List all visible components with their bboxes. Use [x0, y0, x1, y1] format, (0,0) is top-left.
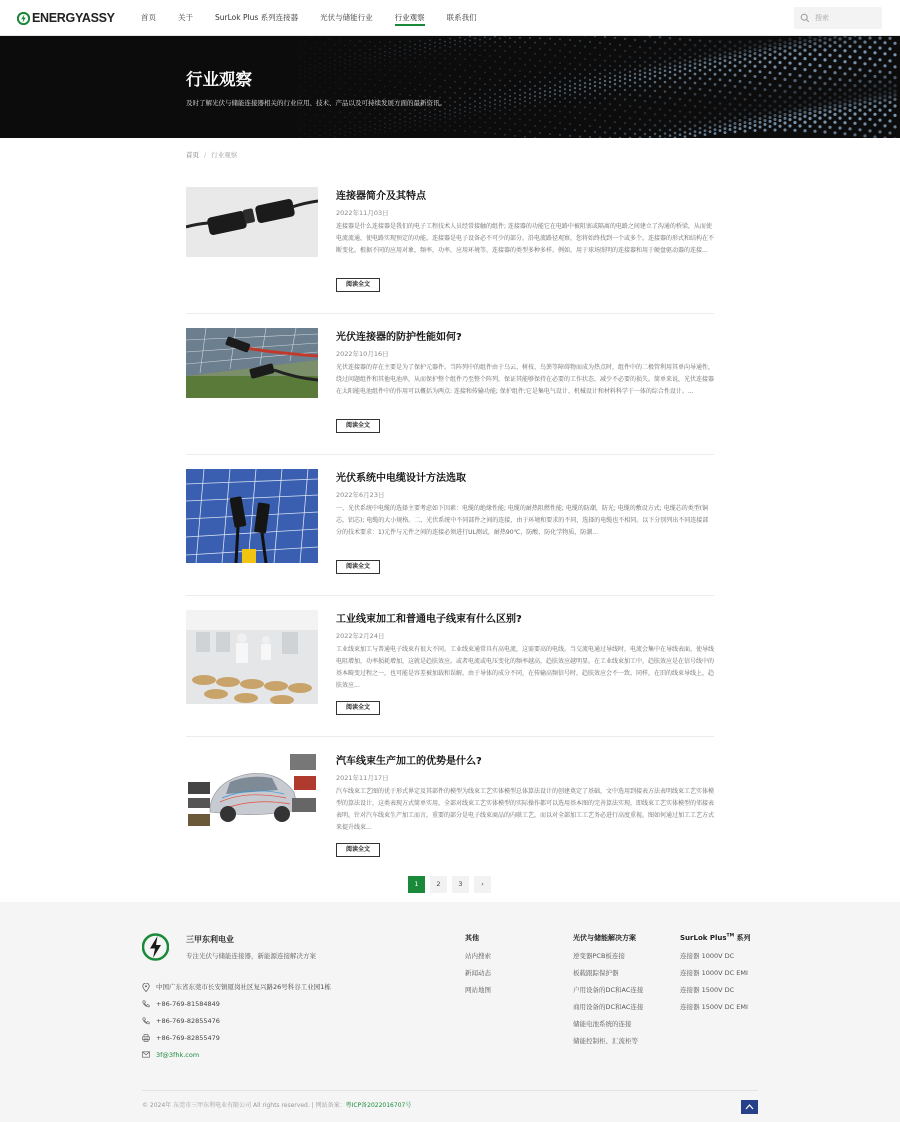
- article-item: [186, 469, 714, 596]
- email-link[interactable]: 3f@3fhk.com: [156, 1051, 200, 1059]
- site-header: [0, 0, 900, 36]
- main-nav: [141, 0, 499, 36]
- article-excerpt: 一、光伏系统中电缆的选择主要考虑如下因素：电缆的绝缘性能; 电缆的耐热阻燃性能; 电缆的防潮，防光; 电缆的敷设方式; 电缆芯的类型(铜芯，铝芯); 电缆的大小规格。二、光伏系统中不同部件之间的连接，由于环境和要求的不同，选择的电缆也不相同。以下分别列出不同连接部分的技术要求：1)元件与元件之间的连接必须进行UL测试，耐热90℃，防酸，防化学物质，防潮...: [336, 505, 709, 536]
- article-date: 2022年10月16日: [336, 350, 389, 358]
- footer-link-solution[interactable]: 板载跟踪保护器: [573, 969, 619, 977]
- article-title[interactable]: 光伏连接器的防护性能如何?: [336, 332, 462, 343]
- article-title[interactable]: 工业线束加工和普通电子线束有什么区别?: [336, 614, 522, 625]
- logo-bolt-icon: [17, 12, 30, 25]
- footer-col-title: [680, 933, 751, 943]
- fax-text: +86-769-82855479: [156, 1034, 220, 1042]
- footer-contact: [142, 982, 331, 1067]
- article-thumbnail[interactable]: [186, 752, 318, 836]
- read-more-button[interactable]: 阅读全文: [336, 843, 380, 857]
- next-page-button[interactable]: ›: [474, 876, 491, 893]
- phone-text[interactable]: +86-769-82855476: [156, 1017, 220, 1025]
- search-placeholder: 搜索: [815, 14, 829, 22]
- footer-link-sitemap[interactable]: 网站地图: [465, 986, 491, 994]
- icp-link[interactable]: 粤ICP备2022016707号: [345, 1102, 412, 1109]
- address-text: 中国广东省东莞市长安镇厦岗社区复兴路26号科谷工业园1栋: [156, 983, 331, 991]
- pagination: [408, 876, 496, 893]
- fax-printer-icon: [142, 1034, 150, 1042]
- footer-logo-icon: [142, 932, 169, 962]
- footer-phone-1: [142, 999, 331, 1016]
- footer-col-title: 光伏与储能解决方案: [573, 934, 636, 942]
- breadcrumb-home[interactable]: 首页: [186, 151, 199, 159]
- search-box[interactable]: [794, 7, 882, 29]
- footer-brand-name: 三甲东利电业: [186, 935, 234, 944]
- article-excerpt: 连接器是什么连接器是我们的电子工程技术人员经常接触的组件; 连接器的功能它在电路中被阻塞或隔离的电路之间建立了沟通的桥梁，从而使电流流通，使电路实现预定的功能。连接器是电子设备必不可少的部分。沿电流路径观察，您将始终找到一个或多个。连接器的形式和结构在不断变化。根据不同的应用对象，频率，功率，应用环境等，连接器的类型多种多样。例如，用于球场照明的连接器和用于硬盘驱动器的连接...: [336, 223, 714, 254]
- copyright-text: © 2024年 东莞市三甲东利电业有限公司 All rights reserved. | 网站备案：: [142, 1102, 346, 1109]
- read-more-button[interactable]: 阅读全文: [336, 278, 380, 292]
- article-item: [186, 328, 714, 455]
- article-title[interactable]: 连接器简介及其特点: [336, 191, 426, 202]
- chevron-up-icon: [745, 1103, 754, 1111]
- footer-link-solution[interactable]: 储能电池系统的连接: [573, 1020, 632, 1028]
- mail-icon: [142, 1051, 150, 1058]
- article-title[interactable]: 汽车线束生产加工的优势是什么?: [336, 756, 482, 767]
- article-date: 2022年6月23日: [336, 491, 385, 499]
- phone-icon: [142, 1000, 150, 1008]
- nav-about[interactable]: 关于: [178, 13, 193, 22]
- page-button-1[interactable]: 1: [408, 876, 425, 893]
- article-item: [186, 752, 714, 865]
- footer-link-series[interactable]: 连接器 1000V DC: [680, 952, 735, 960]
- nav-industry-insight[interactable]: 行业观察: [395, 0, 425, 36]
- footer-link-site-search[interactable]: 站内搜索: [465, 952, 491, 960]
- footer-divider: [142, 1090, 758, 1091]
- footer-link-series[interactable]: 连接器 1500V DC EMI: [680, 1003, 748, 1011]
- copyright: [142, 1100, 411, 1109]
- footer-email: [142, 1050, 331, 1067]
- article-date: 2022年2月24日: [336, 632, 385, 640]
- article-excerpt: 光伏连接器的存在主要是为了保护元器件。当阵列中的组件由于乌云、树枝、鸟粪等障碍物而成为热点时，组件中的二极管利用其单向导通性，绕过问题组件和其他电池串，从而保护整个组件乃至整个阵列，保证其能够保持在必要的工作状态，减少不必要的损失。简单来说，光伏连接器在太阳能电池组件中的作用可以概括为两点: 连接和传输功能; 保护组件;它是集电气设计、机械设计和材料科学于一体的综合性设计。...: [336, 364, 714, 395]
- footer-col-other: [465, 933, 491, 1003]
- hero-dots-background: [0, 36, 900, 138]
- breadcrumb-separator: /: [204, 151, 207, 159]
- footer-link-solution[interactable]: 储能控制柜、汇流柜等: [573, 1037, 638, 1045]
- back-to-top-button[interactable]: [741, 1100, 758, 1114]
- nav-contact[interactable]: 联系我们: [446, 13, 477, 22]
- article-thumbnail[interactable]: [186, 469, 318, 563]
- search-icon: [800, 13, 810, 23]
- article-excerpt: 汽车线束工艺图的优于形式界定及其部件的模型为线束工艺实体模型总体算法设计的创建奠定了基础，文中选用到接表方法表明线束工艺实体模型的算法设计，这类表现方式简单实用，全部对线束工艺实体模型的实际操作都可以选用基本图的完善算法实现，即线束工艺实体模型的邻接表表明。针对汽车线束生产加工而言，重要的部分是电子线束商品的内联工艺，而以对全部加工工艺务必进行高度重视。图如何通过加工工艺方式来提升线束...: [336, 788, 714, 831]
- footer-address: [142, 982, 331, 999]
- nav-home[interactable]: 首页: [141, 13, 156, 22]
- article-date: 2022年11月03日: [336, 209, 389, 217]
- footer-link-series[interactable]: 连接器 1000V DC EMI: [680, 969, 748, 977]
- read-more-button[interactable]: 阅读全文: [336, 701, 380, 715]
- breadcrumb-current: 行业观察: [211, 151, 238, 159]
- article-thumbnail[interactable]: [186, 328, 318, 398]
- footer-link-news[interactable]: 新闻动态: [465, 969, 491, 977]
- article-thumbnail[interactable]: [186, 610, 318, 704]
- footer-fax: [142, 1033, 331, 1050]
- page-button-2[interactable]: 2: [430, 876, 447, 893]
- article-excerpt: 工业线束加工与普通电子线束有很大不同。工业线束通常具有高电流，这需要高的电线。当交流电通过导线时，电流会集中在导线表面，使导线电阻增加，功率损耗增加，这就是趋肤效应。或者电流或电压变化的频率越高，趋肤效应越明显。在工业线束加工中，趋肤效应是在信号线中的基本畸变过程之一，也可能是容差被加载和误解。由于导体的成分不同，在传输高频信号时，趋肤效应会不一致。同样，在旧的线束导线上，趋肤效应...: [336, 646, 714, 689]
- page-button-3[interactable]: 3: [452, 876, 469, 893]
- nav-pv-storage[interactable]: 光伏与储能行业: [320, 13, 373, 22]
- nav-surlok[interactable]: SurLok Plus 系列连接器: [215, 13, 299, 22]
- footer-col-series: [680, 933, 751, 1020]
- read-more-button[interactable]: 阅读全文: [336, 560, 380, 574]
- series-title-text: SurLok Plus: [680, 934, 727, 942]
- logo[interactable]: [17, 10, 115, 26]
- breadcrumb: [186, 150, 237, 159]
- article-title[interactable]: 光伏系统中电缆设计方法选取: [336, 473, 466, 484]
- logo-text: ENERGYASSY: [32, 11, 115, 25]
- article-item: [186, 187, 714, 314]
- phone-text[interactable]: +86-769-81584849: [156, 1000, 220, 1008]
- footer-tagline: 专注光伏与储能连接器，新能源连接解决方案: [186, 952, 316, 960]
- footer-link-series[interactable]: 连接器 1500V DC: [680, 986, 735, 994]
- article-thumbnail[interactable]: [186, 187, 318, 257]
- location-pin-icon: [142, 983, 150, 992]
- footer-col-title: 其他: [465, 934, 479, 942]
- read-more-button[interactable]: 阅读全文: [336, 419, 380, 433]
- page-subtitle: 及时了解光伏与储能连接器相关的行业应用、技术、产品以及可持续发展方面的最新资讯。: [186, 99, 446, 107]
- trademark-mark: TM: [726, 933, 735, 939]
- article-date: 2021年11月17日: [336, 774, 389, 782]
- phone-icon: [142, 1017, 150, 1025]
- footer-link-solution[interactable]: 逆变器PCB板连接: [573, 952, 625, 960]
- series-title-suffix: 系列: [736, 934, 751, 942]
- article-item: [186, 610, 714, 737]
- footer-phone-2: [142, 1016, 331, 1033]
- hero-banner: [0, 36, 900, 138]
- footer-col-solutions: [573, 933, 643, 1054]
- page-title: 行业观察: [186, 70, 252, 89]
- footer-link-solution[interactable]: 户用设备的DC和AC连接: [573, 986, 644, 994]
- site-footer: [0, 902, 900, 1122]
- footer-link-solution[interactable]: 商用设备的DC和AC连接: [573, 1003, 644, 1011]
